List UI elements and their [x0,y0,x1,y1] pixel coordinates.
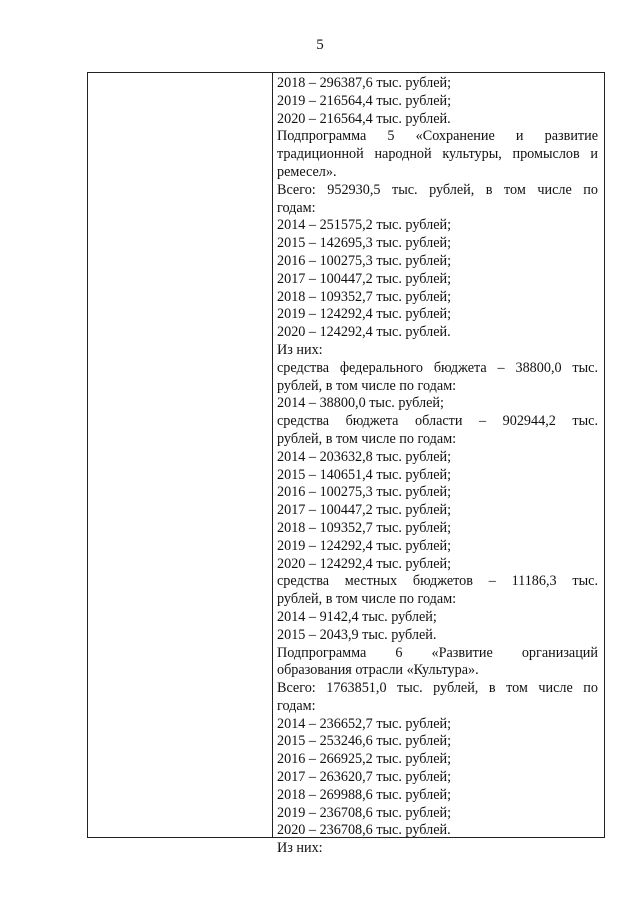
text-line: 2016 – 100275,3 тыс. рублей; [277,484,452,501]
text-line: 2020 – 216564,4 тыс. рублей. [277,110,451,127]
text-line: Из них: [277,341,323,358]
text-line: 2017 – 263620,7 тыс. рублей; [277,769,452,786]
funding-table [87,72,605,857]
text-line: 2019 – 236708,6 тыс. рублей; [277,804,452,821]
text-line: 2019 – 124292,4 тыс. рублей; [277,306,452,323]
text-line: 2014 – 9142,4 тыс. рублей; [277,608,437,625]
text-line: 2016 – 100275,3 тыс. рублей; [277,252,452,269]
text-line: 2014 – 251575,2 тыс. рублей; [277,217,452,234]
text-line: Подпрограмма 6 «Развитие организаций [277,644,598,661]
text-line: 2019 – 124292,4 тыс. рублей; [277,537,452,554]
text-line: 2015 – 142695,3 тыс. рублей; [277,235,452,252]
table-right-cell [273,73,604,857]
text-line: 2015 – 2043,9 тыс. рублей. [277,626,437,643]
text-line: традиционной народной культуры, промыслов и [277,146,598,163]
text-line: средства бюджета области – 902944,2 тыс. [277,413,598,430]
text-line: 2018 – 109352,7 тыс. рублей; [277,519,452,536]
table-left-cell [88,73,273,837]
text-line: Из них: [277,840,323,857]
text-line: Всего: 1763851,0 тыс. рублей, в том числе по [277,680,598,697]
text-line: 2014 – 203632,8 тыс. рублей; [277,448,452,465]
text-line: 2020 – 124292,4 тыс. рублей. [277,324,451,341]
text-line: 2020 – 236708,6 тыс. рублей. [277,822,451,839]
text-line: 2014 – 38800,0 тыс. рублей; [277,395,444,412]
text-line: 2018 – 269988,6 тыс. рублей; [277,786,452,803]
text-line: 2020 – 124292,4 тыс. рублей; [277,555,452,572]
text-line: средства федерального бюджета – 38800,0 тыс. [277,359,598,376]
text-line: 2017 – 100447,2 тыс. рублей; [277,270,452,287]
text-line: Всего: 952930,5 тыс. рублей, в том числе по [277,181,598,198]
text-line: 2018 – 296387,6 тыс. рублей; [277,75,452,91]
text-line: рублей, в том числе по годам: [277,430,457,447]
text-line: средства местных бюджетов – 11186,3 тыс. [277,573,598,590]
text-line: ремесел». [277,163,337,180]
text-line: 2018 – 109352,7 тыс. рублей; [277,288,452,305]
text-line: 2017 – 100447,2 тыс. рублей; [277,502,452,519]
text-line: образования отрасли «Культура». [277,662,479,679]
text-line: 2015 – 140651,4 тыс. рублей; [277,466,452,483]
text-line: годам: [277,199,316,216]
text-line: рублей, в том числе по годам: [277,377,457,394]
text-line: 2014 – 236652,7 тыс. рублей; [277,715,452,732]
text-line: Подпрограмма 5 «Сохранение и развитие [277,128,598,145]
text-line: 2015 – 253246,6 тыс. рублей; [277,733,452,750]
page-number: 5 [316,37,324,53]
text-line: рублей, в том числе по годам: [277,591,457,608]
text-line: годам: [277,697,316,714]
text-line: 2019 – 216564,4 тыс. рублей; [277,92,452,109]
text-line: 2016 – 266925,2 тыс. рублей; [277,751,452,768]
